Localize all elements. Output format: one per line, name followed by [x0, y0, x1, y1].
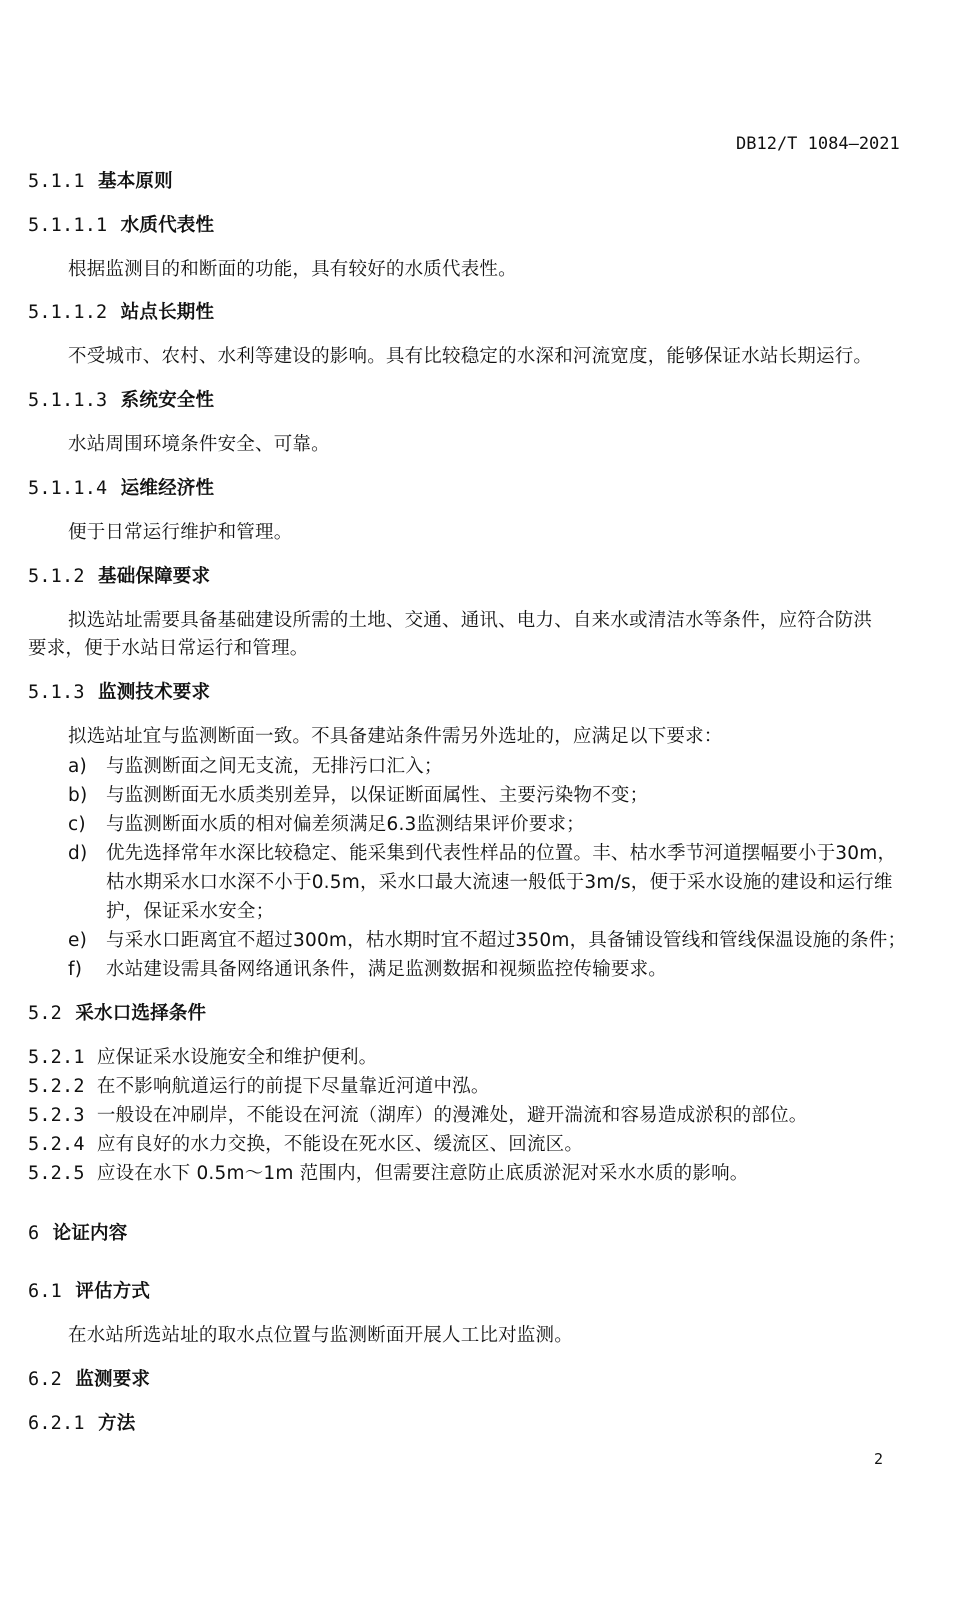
- section-number: 5.1.1.4: [28, 478, 108, 499]
- section-title: 水质代表性: [120, 215, 215, 236]
- section-title: 方法: [98, 1413, 136, 1434]
- clause-text: 在不影响航道运行的前提下尽量靠近河道中泓。: [96, 1076, 490, 1097]
- section-title: 运维经济性: [120, 478, 215, 499]
- list-item-text: 水站建设需具备网络通讯条件，满足监测数据和视频监控传输要求。: [106, 959, 668, 980]
- paragraph: 水站周围环境条件安全、可靠。: [68, 434, 330, 455]
- section-number: 6.1: [28, 1281, 63, 1302]
- list-label: c): [68, 814, 86, 835]
- paragraph: 拟选站址宜与监测断面一致。不具备建站条件需另外选址的，应满足以下要求：: [68, 726, 723, 747]
- clause-number: 5.2.1: [28, 1047, 85, 1068]
- list-label: d): [68, 843, 88, 864]
- clause-5-2-4: [28, 1133, 583, 1157]
- heading-5-2: [28, 1002, 206, 1026]
- list-label: a): [68, 756, 87, 777]
- heading-5-1-2: [28, 565, 210, 589]
- section-number: 5.1.1.2: [28, 302, 108, 323]
- clause-text: 一般设在冲刷岸，不能设在河流（湖库）的漫滩处，避开湍流和容易造成淤积的部位。: [96, 1105, 808, 1126]
- list-item-text: 枯水期采水口水深不小于0.5m，采水口最大流速一般低于3m/s，便于采水设施的建设和运行维: [106, 872, 893, 893]
- section-number: 6.2: [28, 1369, 63, 1390]
- clause-5-2-1: [28, 1046, 377, 1070]
- section-title: 监测技术要求: [98, 682, 211, 703]
- list-item-text: 与监测断面之间无支流，无排污口汇入；: [106, 756, 443, 777]
- section-number: 5.1.1: [28, 171, 85, 192]
- section-title: 基础保障要求: [98, 566, 211, 587]
- clause-5-2-5: [28, 1162, 748, 1186]
- document-id: DB12/T 1084—2021: [736, 134, 900, 154]
- section-number: 5.1.1.1: [28, 215, 108, 236]
- paragraph: 便于日常运行维护和管理。: [68, 522, 293, 543]
- paragraph: 根据监测目的和断面的功能，具有较好的水质代表性。: [68, 259, 517, 280]
- section-title: 评估方式: [75, 1281, 151, 1302]
- heading-6: [28, 1222, 127, 1246]
- paragraph: 在水站所选站址的取水点位置与监测断面开展人工比对监测。: [68, 1325, 573, 1346]
- section-number: 6.2.1: [28, 1413, 85, 1434]
- section-title: 基本原则: [98, 171, 173, 192]
- clause-text: 应有良好的水力交换，不能设在死水区、缓流区、回流区。: [96, 1134, 584, 1155]
- section-number: 5.2: [28, 1003, 63, 1024]
- clause-number: 5.2.2: [28, 1076, 85, 1097]
- clause-number: 5.2.5: [28, 1163, 85, 1184]
- heading-6-2-1: [28, 1412, 135, 1436]
- clause-number: 5.2.4: [28, 1134, 85, 1155]
- heading-5-1-1-2: [28, 301, 214, 325]
- section-title: 论证内容: [52, 1223, 128, 1244]
- section-title: 采水口选择条件: [75, 1003, 207, 1024]
- section-number: 6: [28, 1223, 40, 1244]
- list-label: e): [68, 930, 87, 951]
- section-number: 5.1.1.3: [28, 390, 108, 411]
- heading-6-1: [28, 1280, 150, 1304]
- section-number: 5.1.2: [28, 566, 85, 587]
- heading-5-1-1-1: [28, 214, 214, 238]
- heading-5-1-3: [28, 681, 210, 705]
- clause-text: 应保证采水设施安全和维护便利。: [96, 1047, 378, 1068]
- section-title: 系统安全性: [120, 390, 215, 411]
- heading-5-1-1-3: [28, 389, 214, 413]
- clause-text: 应设在水下 0.5m～1m 范围内，但需要注意防止底质淤泥对采水水质的影响。: [96, 1163, 749, 1184]
- clause-5-2-3: [28, 1104, 807, 1128]
- clause-5-2-2: [28, 1075, 490, 1099]
- section-number: 5.1.3: [28, 682, 85, 703]
- list-item-text: 护，保证采水安全；: [106, 901, 275, 922]
- heading-6-2: [28, 1368, 150, 1392]
- page-number: 2: [874, 1450, 884, 1468]
- list-item-text: 与监测断面水质的相对偏差须满足6.3监测结果评价要求；: [106, 814, 585, 835]
- list-label: f): [68, 959, 83, 980]
- list-label: b): [68, 785, 88, 806]
- section-title: 站点长期性: [120, 302, 215, 323]
- paragraph: 不受城市、农村、水利等建设的影响。具有比较稳定的水深和河流宽度，能够保证水站长期运行。: [68, 346, 873, 367]
- heading-5-1-1: [28, 170, 173, 194]
- list-item-text: 优先选择常年水深比较稳定、能采集到代表性样品的位置。丰、枯水季节河道摆幅要小于30m，: [106, 843, 897, 864]
- paragraph-line: 拟选站址需要具备基础建设所需的土地、交通、通讯、电力、自来水或清洁水等条件，应符合防洪: [68, 610, 873, 631]
- heading-5-1-1-4: [28, 477, 214, 501]
- list-item-text: 与监测断面无水质类别差异，以保证断面属性、主要污染物不变；: [106, 785, 649, 806]
- paragraph-line: 要求，便于水站日常运行和管理。: [28, 638, 309, 659]
- section-title: 监测要求: [75, 1369, 151, 1390]
- clause-number: 5.2.3: [28, 1105, 85, 1126]
- list-item-text: 与采水口距离宜不超过300m，枯水期时宜不超过350m，具备铺设管线和管线保温设施的条件；: [106, 930, 907, 951]
